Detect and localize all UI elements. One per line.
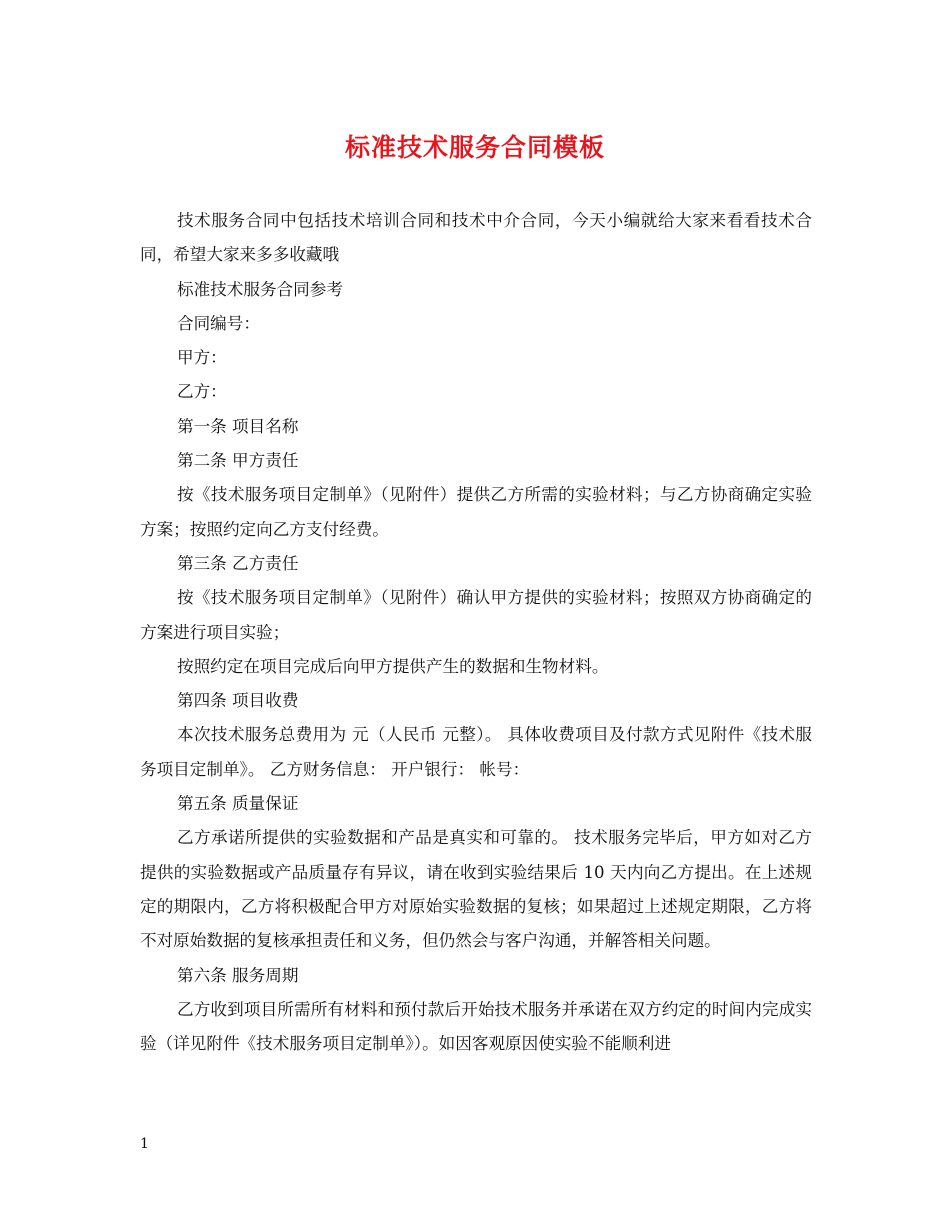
article-2-heading: 第二条 甲方责任 (177, 451, 299, 471)
article-4-text: 本次技术服务总费用为 元（人民币 元整）。 具体收费项目及付款方式见附件《技术服务项目定制单》。 乙方财务信息： 开户银行： 帐号： (140, 725, 812, 779)
party-b-field: 乙方： (177, 382, 227, 402)
article-6-heading: 第六条 服务周期 (177, 965, 299, 985)
article-6-text: 乙方收到项目所需所有材料和预付款后开始技术服务并承诺在双方约定的时间内完成实验（详见附件《技术服务项目定制单》）。如因客观原因使实验不能顺利进 (140, 999, 812, 1054)
article-4-heading: 第四条 项目收费 (177, 691, 299, 711)
article-5-text: 乙方承诺所提供的实验数据和产品是真实和可靠的。 技术服务完毕后，甲方如对乙方提供的实验数据或产品质量存有异议，请在收到实验结果后 10 天内向乙方提出。在上述规定的期限内，乙方将积极配合甲方对原始实验数据的复核；如果超过上述规定期限，乙方将不对原始数据的复核承担责任和义务，但仍然会与客户沟通，并解答相关问题。 (140, 828, 812, 951)
article-2-text: 按《技术服务项目定制单》（见附件）提供乙方所需的实验材料；与乙方协商确定实验方案；按照约定向乙方支付经费。 (140, 485, 812, 539)
document-title: 标准技术服务合同模板 (344, 133, 605, 162)
article-3-text-2: 按照约定在项目完成后向甲方提供产生的数据和生物材料。 (177, 656, 609, 676)
contract-number-field: 合同编号： (177, 313, 260, 333)
document-body (140, 204, 812, 1061)
party-a-field: 甲方： (177, 348, 227, 368)
intro-paragraph: 技术服务合同中包括技术培训合同和技术中介合同，今天小编就给大家来看看技术合同，希望大家来多多收藏哦 (140, 211, 812, 265)
article-1-heading: 第一条 项目名称 (177, 416, 299, 436)
article-3-heading: 第三条 乙方责任 (177, 553, 299, 573)
article-3-text-1: 按《技术服务项目定制单》（见附件）确认甲方提供的实验材料；按照双方协商确定的方案进行项目实验； (140, 588, 812, 642)
reference-heading: 标准技术服务合同参考 (177, 279, 343, 299)
article-5-heading: 第五条 质量保证 (177, 794, 299, 814)
page-number: 1 (140, 1136, 149, 1152)
